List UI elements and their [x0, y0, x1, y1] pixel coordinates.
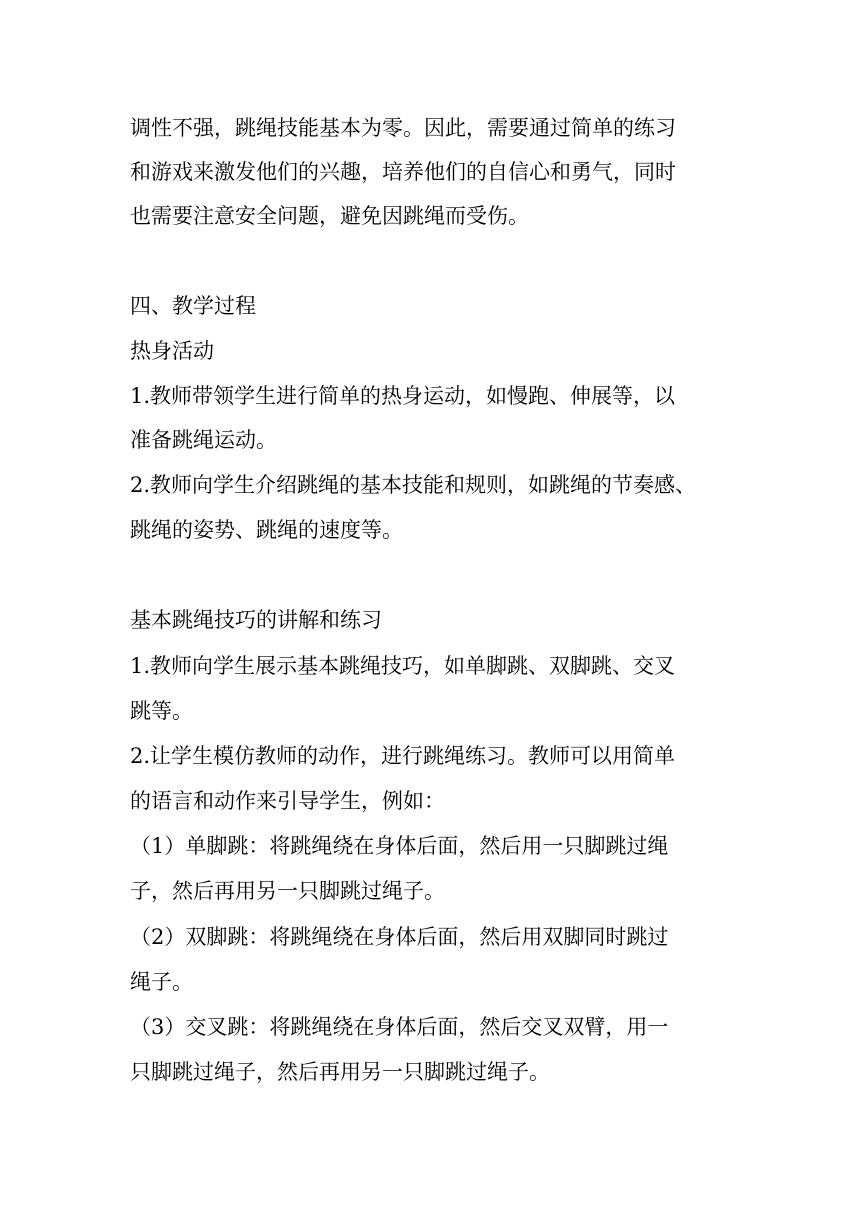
text-line: 2.让学生模仿教师的动作，进行跳绳练习。教师可以用简单: [130, 744, 676, 768]
text-line: 只脚跳过绳子，然后再用另一只脚跳过绳子。: [130, 1060, 550, 1084]
text-line: 的语言和动作来引导学生，例如：: [130, 789, 445, 813]
subsection-heading: 热身活动: [130, 339, 214, 363]
text-line: 2.教师向学生介绍跳绳的基本技能和规则，如跳绳的节奏感、: [130, 473, 697, 497]
text-line: （1）单脚跳：将跳绳绕在身体后面，然后用一只脚跳过绳: [130, 834, 669, 858]
text-line: 也需要注意安全问题，避免因跳绳而受伤。: [130, 204, 529, 228]
text-line: 1.教师向学生展示基本跳绳技巧，如单脚跳、双脚跳、交叉: [130, 654, 676, 678]
text-line: 调性不强，跳绳技能基本为零。因此，需要通过简单的练习: [130, 116, 676, 140]
subsection-heading: 基本跳绳技巧的讲解和练习: [130, 608, 382, 632]
text-line: 准备跳绳运动。: [130, 428, 277, 452]
text-line: 跳等。: [130, 699, 193, 723]
section-heading: 四、教学过程: [130, 294, 256, 318]
text-line: 和游戏来激发他们的兴趣，培养他们的自信心和勇气，同时: [130, 160, 676, 184]
text-line: （2）双脚跳：将跳绳绕在身体后面，然后用双脚同时跳过: [130, 925, 669, 949]
text-line: 绳子。: [130, 970, 193, 994]
text-line: （3）交叉跳：将跳绳绕在身体后面，然后交叉双臂，用一: [130, 1015, 669, 1039]
text-line: 1.教师带领学生进行简单的热身运动，如慢跑、伸展等，以: [130, 384, 676, 408]
text-line: 子，然后再用另一只脚跳过绳子。: [130, 879, 445, 903]
text-line: 跳绳的姿势、跳绳的速度等。: [130, 518, 403, 542]
